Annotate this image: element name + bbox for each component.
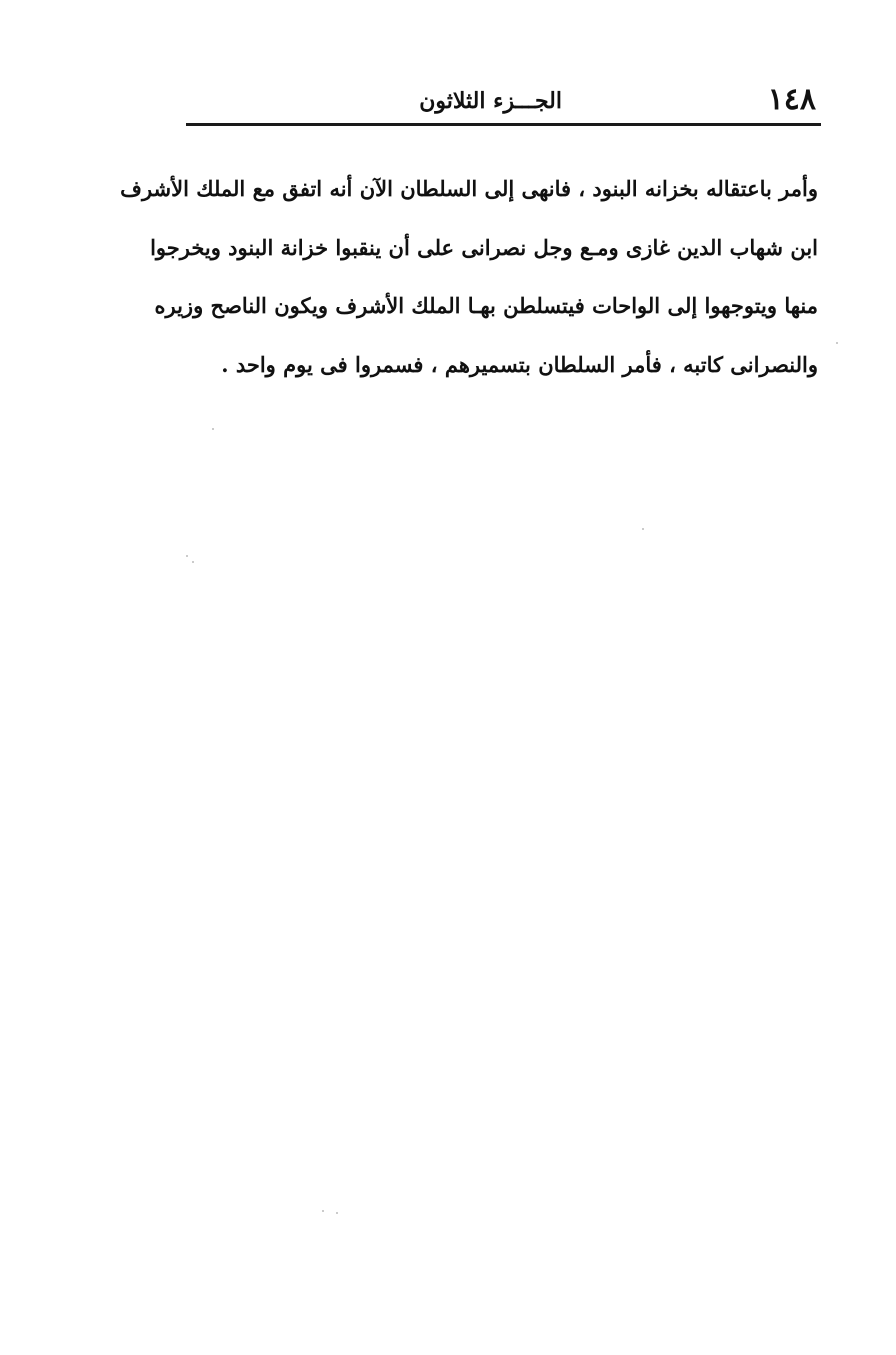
page-number: ١٤٨ <box>767 82 816 117</box>
scan-speck <box>322 1210 324 1212</box>
text-line: وأمر باعتقاله بخزانه البنود ، فانهى إلى السلطان الآن أنه اتفق مع الملك الأشرف <box>120 176 818 201</box>
text-line: ابن شهاب الدين غازى ومـع وجل نصرانى على أن ينقبوا خزانة البنود ويخرجوا <box>150 234 818 260</box>
page-header <box>186 82 820 122</box>
running-head: الجـــزء الثلاثون <box>419 88 562 114</box>
scan-speck <box>642 528 644 530</box>
scan-speck <box>186 555 188 557</box>
text-line: منها ويتوجهوا إلى الواحات فيتسلطن بهـا الملك الأشرف ويكون الناصح وزيره <box>154 293 818 318</box>
scan-speck <box>836 342 838 344</box>
header-rule <box>186 123 821 126</box>
text-line: والنصرانى كاتبه ، فأمر السلطان بتسميرهم ، فسمروا فى يوم واحد . <box>221 351 818 377</box>
scan-speck <box>212 428 214 430</box>
scan-speck <box>336 1212 338 1214</box>
scan-speck <box>192 561 194 563</box>
body-paragraph <box>120 160 818 394</box>
